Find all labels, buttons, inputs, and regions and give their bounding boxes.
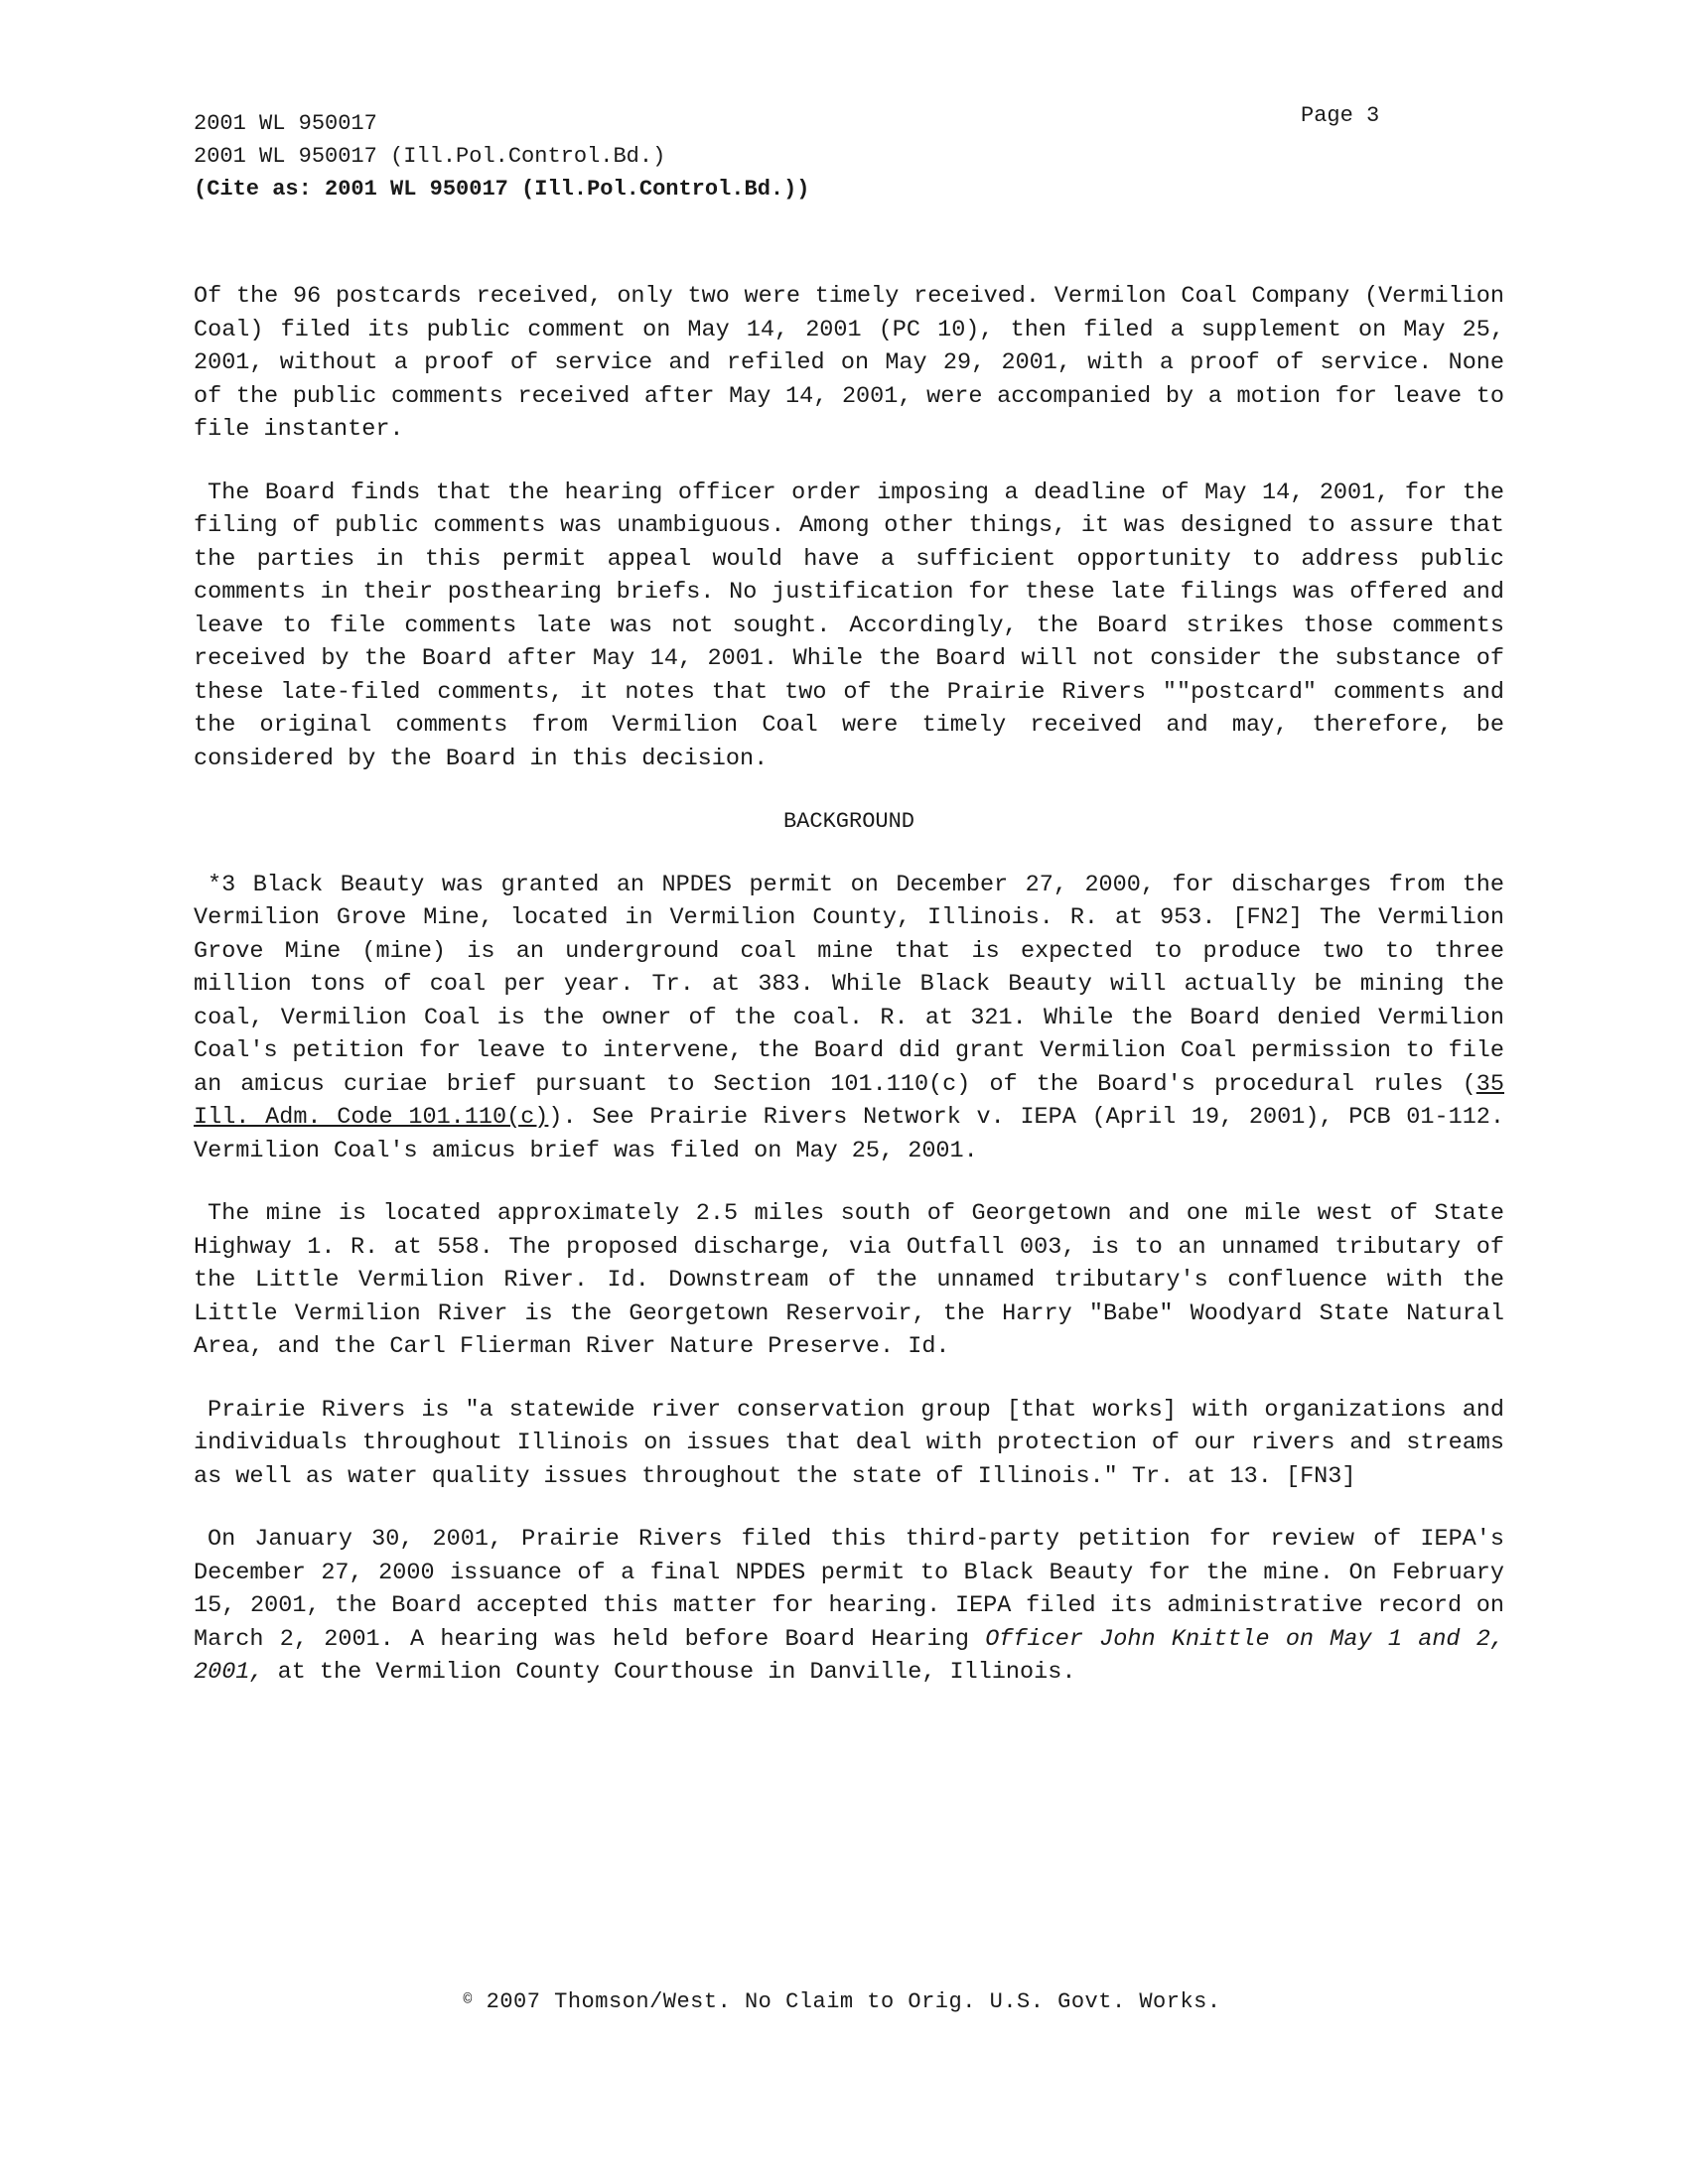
section-heading-background: BACKGROUND <box>782 809 915 834</box>
copyright-symbol: © <box>463 1991 473 2008</box>
copyright-footer <box>0 1989 1684 2014</box>
paragraph-board-finds: The Board finds that the hearing officer order imposing a deadline of May 14, 2001, for the filing of public comments was unambiguous. Among other things, it was designed to assure that the parties in this permit appeal would have a sufficient opportunity to address public comments in their posthearing briefs. No justification for these late filings was offered and leave to file comments late was not sought. Accordingly, the Board strikes those comments received by the Board after May 14, 2001. While the Board will not consider the substance of these late-filed comments, it notes that two of the Prairie Rivers ""postcard" comments and the original comments from Vermilion Coal were timely received and may, therefore, be considered by the Board in this decision. <box>194 478 1504 772</box>
page-number: Page 3 <box>1301 103 1380 128</box>
document-body <box>194 280 1504 1719</box>
paragraph-prairie-rivers: Prairie Rivers is "a statewide river conservation group [that works] with organizations and individuals throughout Illinois on issues that deal with protection of our rivers and streams as well as water quality issues throughout the state of Illinois." Tr. at 13. [FN3] <box>194 1396 1504 1490</box>
citation-header <box>194 107 810 205</box>
paragraph-text: On January 30, 2001, Prairie Rivers filed this third-party petition for review of IEPA's December 27, 2000 issuance of a final NPDES permit to Black Beauty for the mine. On February 15, 2001, the Board accepted this matter for hearing. IEPA filed its administrative record on March 2, 2001. A hearing was held before Board Hearing <box>194 1526 1504 1653</box>
paragraph-black-beauty-permit <box>194 869 1504 1168</box>
paragraph-text: at the Vermilion County Courthouse in Danville, Illinois. <box>263 1659 1076 1686</box>
paragraph-postcards: Of the 96 postcards received, only two were timely received. Vermilon Coal Company (Vermilion Coal) filed its public comment on May 14, 2001 (PC 10), then filed a supplement on May 25, 2001, without a proof of service and refiled on May 29, 2001, with a proof of service. None of the public comments received after May 14, 2001, were accompanied by a motion for leave to file instanter. <box>194 283 1504 443</box>
italic-text: Officer John Knittle on May 1 and 2, 2001, <box>194 1625 1504 1686</box>
paragraph-petition-history <box>194 1523 1504 1690</box>
citation-line-1: 2001 WL 950017 <box>194 111 377 136</box>
cite-as-line: (Cite as: 2001 WL 950017 (Ill.Pol.Control.Bd.)) <box>194 177 810 202</box>
paragraph-text: ). See Prairie Rivers Network v. IEPA (April 19, 2001), PCB 01-112. Vermilion Coal's amicus brief was filed on May 25, 2001. <box>194 1104 1504 1164</box>
paragraph-text: *3 Black Beauty was granted an NPDES permit on December 27, 2000, for discharges from the Vermilion Grove Mine, located in Vermilion County, Illinois. R. at 953. [FN2] The Vermilion Grove Mine (mine) is an underground coal mine that is expected to produce two to three million tons of coal per year. Tr. at 383. While Black Beauty will actually be mining the coal, Vermilion Coal is the owner of the coal. R. at 321. While the Board denied Vermilion Coal's petition for leave to intervene, the Board did grant Vermilion Coal permission to file an amicus curiae brief pursuant to Section 101.110(c) of the Board's procedural rules ( <box>194 871 1504 1098</box>
admin-code-citation-link[interactable]: 35 Ill. Adm. Code 101.110(c) <box>194 1070 1504 1131</box>
paragraph-mine-location: The mine is located approximately 2.5 miles south of Georgetown and one mile west of State Highway 1. R. at 558. The proposed discharge, via Outfall 003, is to an unnamed tributary of the Little Vermilion River. Id. Downstream of the unnamed tributary's confluence with the Little Vermilion River is the Georgetown Reservoir, the Harry "Babe" Woodyard State Natural Area, and the Carl Flierman River Nature Preserve. Id. <box>194 1200 1504 1360</box>
copyright-text: 2007 Thomson/West. No Claim to Orig. U.S. Govt. Works. <box>472 1989 1221 2014</box>
citation-line-2: 2001 WL 950017 (Ill.Pol.Control.Bd.) <box>194 144 666 169</box>
